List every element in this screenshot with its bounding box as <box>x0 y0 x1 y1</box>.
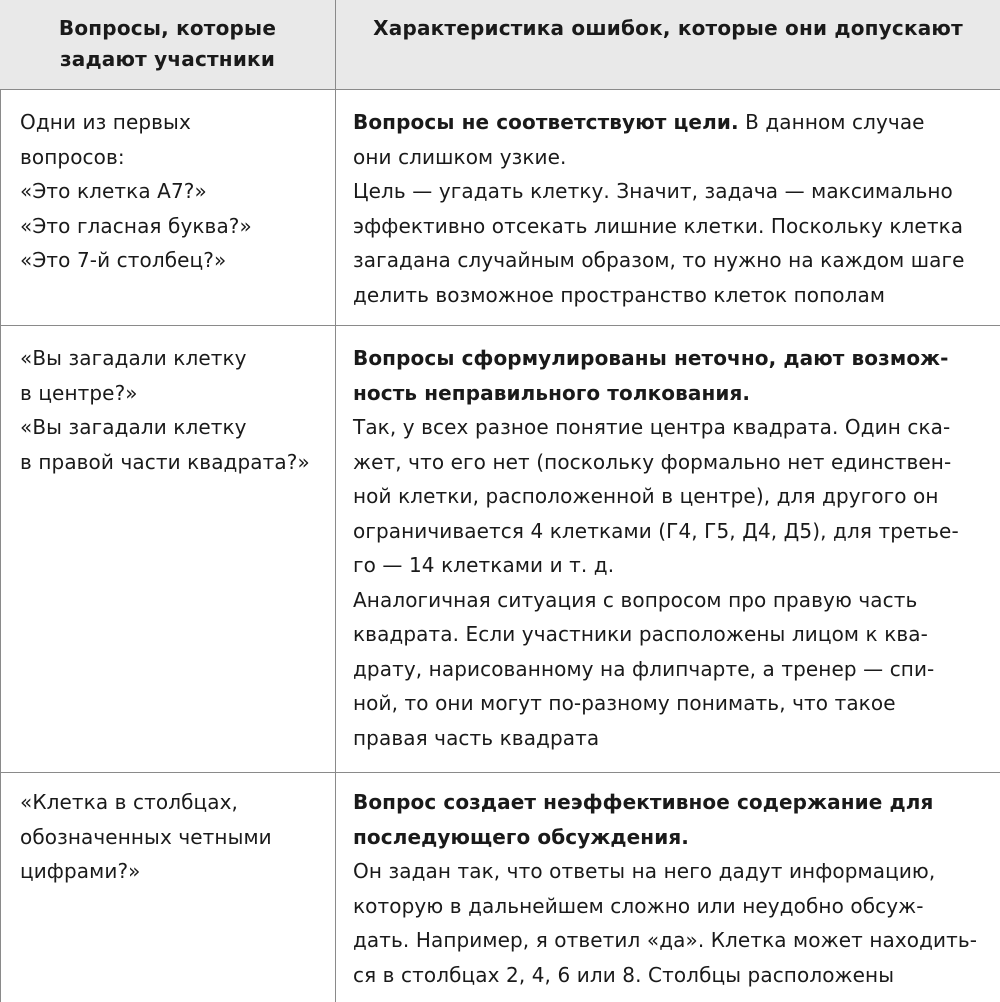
error-body-line: ной, то они могут по-разному понимать, что такое <box>353 691 896 715</box>
question-line: «Вы загадали клетку <box>20 415 247 439</box>
question-line: Одни из первых <box>20 110 191 134</box>
error-heading: Вопрос создает неэффективное содержание для <box>353 790 934 814</box>
error-body-line: квадрата. Если участники расположены лицом к ква- <box>353 622 928 646</box>
question-line: «Это гласная буква?» <box>20 213 252 238</box>
row-3-questions <box>0 785 335 889</box>
error-body-line: они слишком узкие. <box>353 144 567 169</box>
question-line: цифрами?» <box>20 859 141 883</box>
error-body-line: загадана случайным образом, то нужно на каждом шаге <box>353 248 965 272</box>
error-heading-line <box>353 105 992 140</box>
error-body-line: правая часть квадрата <box>353 725 600 750</box>
row-2-questions <box>0 341 335 479</box>
error-body-line: драту, нарисованному на флипчарте, а тренер — спи- <box>353 656 935 681</box>
row-separator <box>0 772 1000 773</box>
question-line: «Это клетка А7?» <box>20 179 207 203</box>
error-body-line: дать. Например, я ответил «да». Клетка может находить- <box>353 928 978 952</box>
error-body-line: ся в столбцах 2, 4, 6 или 8. Столбцы расположены <box>353 962 895 987</box>
question-line: в правой части квадрата?» <box>20 449 310 474</box>
row-3-error <box>336 785 1000 992</box>
table-header <box>0 0 1000 90</box>
question-line: «Вы загадали клетку <box>20 346 247 370</box>
error-body-line: ной клетки, расположенной в центре), для другого он <box>353 484 939 508</box>
question-line: в центре?» <box>20 380 138 405</box>
error-body-line: ограничивается 4 клетками (Г4, Г5, Д4, Д5), для третье- <box>353 518 959 543</box>
error-body-line: эффективно отсекать лишние клетки. Поскольку клетка <box>353 213 964 238</box>
error-heading: последующего обсуждения. <box>353 824 689 849</box>
header-errors <box>336 0 1000 89</box>
question-line: «Это 7-й столбец?» <box>20 248 227 272</box>
error-body-line: го — 14 клетками и т. д. <box>353 553 615 577</box>
error-heading-tail: В данном случае <box>738 110 925 134</box>
header-errors-label: Характеристика ошибок, которые они допускают <box>373 16 963 40</box>
error-body-line: Он задан так, что ответы на него дадут информацию, <box>353 859 936 883</box>
error-body-line: делить возможное пространство клеток пополам <box>353 282 886 307</box>
question-line: вопросов: <box>20 144 125 169</box>
error-heading: ность неправильного толкования. <box>353 380 751 405</box>
error-body-line: которую в дальнейшем сложно или неудобно обсуж- <box>353 893 924 918</box>
error-heading: Вопросы не соответствуют цели. <box>353 110 739 134</box>
header-questions-line: задают участники <box>59 47 276 71</box>
error-body-line: Так, у всех разное понятие центра квадрата. Один ска- <box>353 415 951 439</box>
header-questions-line: Вопросы, которые <box>58 16 277 40</box>
error-heading: Вопросы сформулированы неточно, дают возмож- <box>353 346 949 370</box>
error-body-line: Цель — угадать клетку. Значит, задача — максимально <box>353 179 953 203</box>
error-body-line: жет, что его нет (поскольку формально нет единствен- <box>353 449 952 474</box>
row-1-questions <box>0 105 335 278</box>
row-separator <box>0 325 1000 326</box>
error-body-line: Аналогичная ситуация с вопросом про правую часть <box>353 587 918 612</box>
question-line: «Клетка в столбцах, <box>20 790 238 814</box>
question-line: обозначенных четными <box>20 824 272 849</box>
row-1-error <box>336 105 1000 312</box>
row-2-error <box>336 341 1000 755</box>
header-questions <box>0 0 335 89</box>
